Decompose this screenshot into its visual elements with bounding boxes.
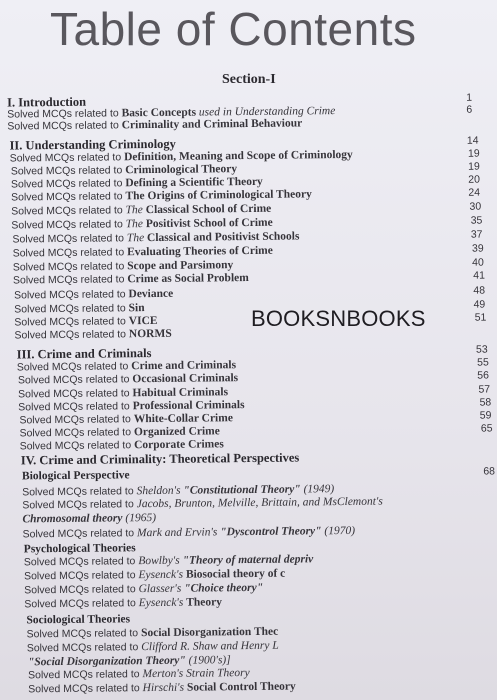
page-number: 30	[469, 200, 482, 213]
page-number: 37	[470, 228, 483, 241]
entry-topic: Crime as Social Problem	[127, 272, 249, 286]
toc-heading: I. Introduction	[7, 94, 87, 110]
entry-prefix: Solved MCQs related to	[28, 682, 143, 696]
page-number: 59	[479, 409, 492, 422]
entry-topic: "Theory of maternal depriv	[182, 553, 314, 567]
entry-prefix: Solved MCQs related to	[22, 498, 137, 512]
entry-continuation: Chromosomal theory	[22, 512, 123, 526]
entry-prefix: Solved MCQs related to	[7, 119, 122, 133]
page-number: 20	[468, 173, 480, 186]
entry-prefix: Solved MCQs related to	[19, 426, 134, 440]
page-number: 48	[473, 284, 486, 297]
entry-topic: Defining a Scientific Theory	[125, 175, 263, 190]
entry-topic: Habitual Criminals	[132, 386, 229, 400]
page-number: 41	[473, 269, 485, 282]
entry-prefix: Solved MCQs related to	[18, 387, 133, 401]
toc-subheading: Psychological Theories	[23, 542, 136, 556]
entry-suffix: (1949)	[300, 483, 335, 496]
page-number: 1	[466, 91, 473, 104]
entry-prefix: Solved MCQs related to	[23, 555, 139, 569]
entry-italic: Hirschi's	[142, 681, 187, 695]
entry-prefix: Solved MCQs related to	[7, 107, 122, 121]
entry-italic: Merton's Strain Theory	[142, 667, 250, 681]
entry-topic: Evaluating Theories of Crime	[126, 244, 273, 259]
entry-topic: Classical and Positivist Schools	[144, 230, 300, 245]
entry-italic: The	[125, 218, 144, 231]
watermark: BOOKSNBOOKS	[251, 306, 426, 331]
entry-italic: Sheldon's	[136, 484, 184, 498]
entry-italic: Glasser's	[138, 582, 185, 596]
entry-italic: The	[125, 204, 143, 217]
entry-topic: Criminality and Criminal Behaviour	[121, 117, 303, 132]
entry-prefix: Solved MCQs related to	[19, 439, 135, 453]
toc-heading: II. Understanding Criminology	[9, 136, 176, 153]
entry-prefix: Solved MCQs related to	[16, 360, 132, 374]
entry-topic: White-Collar Crime	[133, 412, 233, 426]
entry-italic: Mark and Ervin's	[136, 526, 221, 540]
entry-prefix: Solved MCQs related to	[19, 413, 134, 427]
page-number: 51	[474, 311, 487, 324]
entry-topic: Corporate Crimes	[134, 438, 224, 452]
page-number: 40	[472, 256, 484, 269]
entry-topic: Classical School of Crime	[142, 202, 272, 217]
toc-entry	[22, 465, 495, 483]
entry-topic: Social Disorganization Thec	[140, 625, 279, 640]
page-number: 49	[473, 298, 486, 311]
entry-prefix: Solved MCQs related to	[26, 627, 142, 641]
toc-subheading: Biological Perspective	[21, 469, 130, 483]
entry-prefix: Solved MCQs related to	[11, 190, 126, 204]
page-number: 68	[483, 465, 496, 478]
page-number: 53	[475, 343, 488, 356]
entry-prefix: Solved MCQs related to	[11, 218, 126, 232]
entry-prefix: Solved MCQs related to	[10, 164, 126, 178]
entry-italic: Eysenck's	[138, 568, 186, 582]
entry-prefix: Solved MCQs related to	[11, 204, 126, 218]
page-number: 56	[477, 369, 490, 382]
page-number: 58	[479, 396, 492, 409]
entry-topic: Sin	[128, 302, 145, 315]
entry-prefix: Solved MCQs related to	[17, 373, 133, 387]
entry-prefix: Solved MCQs related to	[12, 260, 128, 274]
entry-topic: "Constitutional Theory"	[183, 483, 301, 497]
entry-suffix: used in Understanding Crime	[195, 105, 336, 119]
page-number: 55	[477, 356, 489, 369]
entry-continuation: "Social Disorganization Theory"	[27, 654, 186, 669]
entry-prefix: Solved MCQs related to	[22, 527, 138, 541]
entry-prefix: Solved MCQs related to	[14, 288, 129, 302]
entry-prefix: Solved MCQs related to	[14, 302, 129, 316]
entry-italic: Jacobs, Brunton, Melville, Brittain, and MsClemont's	[136, 495, 383, 511]
entry-prefix: Solved MCQs related to	[14, 328, 129, 342]
page-number: 6	[466, 103, 473, 116]
entry-suffix: (1965)	[122, 511, 157, 525]
page-number: 14	[466, 134, 479, 147]
entry-topic: Biosocial theory of c	[185, 567, 286, 581]
entry-prefix: Solved MCQs related to	[12, 232, 127, 246]
page-number: 39	[471, 242, 484, 255]
entry-topic: NORMS	[128, 327, 172, 341]
entry-suffix: (1900's)]	[185, 654, 231, 667]
entry-prefix: Solved MCQs related to	[22, 485, 137, 499]
entry-prefix: Solved MCQs related to	[12, 246, 128, 260]
entry-prefix: Solved MCQs related to	[10, 177, 126, 191]
entry-topic: Criminological Theory	[125, 163, 238, 177]
entry-prefix: Solved MCQs related to	[14, 315, 129, 329]
page-number: 35	[470, 214, 483, 227]
entry-topic: Basic Concepts	[121, 106, 197, 120]
entry-prefix: Solved MCQs related to	[23, 569, 139, 583]
entry-topic: Occasional Criminals	[132, 372, 239, 386]
entry-italic: The	[126, 232, 145, 245]
entry-topic: Crime and Criminals	[131, 359, 237, 373]
entry-prefix: Solved MCQs related to	[18, 400, 133, 414]
entry-italic: Bowlby's	[138, 554, 183, 568]
entry-italic: Clifford R. Shaw and Henry L	[141, 639, 279, 654]
toc-heading: IV. Crime and Criminality: Theoretical Perspectives	[20, 450, 300, 468]
entry-topic: Positivist School of Crime	[142, 216, 273, 231]
page-number: 19	[467, 147, 480, 160]
toc-subheading: Sociological Theories	[26, 613, 131, 627]
entry-topic: The Origins of Criminological Theory	[125, 188, 312, 203]
section-heading: Section-I	[222, 72, 276, 87]
entry-topic: "Dyscontrol Theory"	[220, 525, 322, 539]
entry-topic: Scope and Parsimony	[127, 259, 234, 273]
entry-italic: Eysenck's	[138, 596, 187, 610]
entry-prefix: Solved MCQs related to	[26, 641, 142, 655]
entry-prefix: Solved MCQs related to	[28, 668, 143, 682]
entry-topic: Definition, Meaning and Scope of Criminology	[123, 148, 353, 164]
entry-prefix: Solved MCQs related to	[12, 273, 128, 287]
page-number: 19	[468, 160, 480, 173]
entry-topic: Social Control Theory	[186, 680, 296, 694]
entry-topic: VICE	[128, 314, 158, 328]
entry-topic: "Choice theory"	[184, 581, 264, 595]
entry-prefix: Solved MCQs related to	[9, 151, 125, 165]
toc-heading: III. Crime and Criminals	[16, 346, 152, 362]
entry-topic: Theory	[186, 596, 223, 609]
entry-suffix: (1970)	[321, 524, 356, 538]
entry-prefix: Solved MCQs related to	[24, 583, 139, 597]
page-number: 24	[468, 186, 481, 199]
entry-prefix: Solved MCQs related to	[24, 597, 139, 611]
entry-topic: Organized Crime	[133, 425, 220, 439]
page-number: 57	[478, 383, 491, 396]
page-title: Table of Contents	[50, 3, 417, 55]
entry-topic: Professional Criminals	[132, 399, 245, 413]
page-number: 65	[480, 422, 493, 435]
entry-topic: Deviance	[128, 287, 174, 301]
